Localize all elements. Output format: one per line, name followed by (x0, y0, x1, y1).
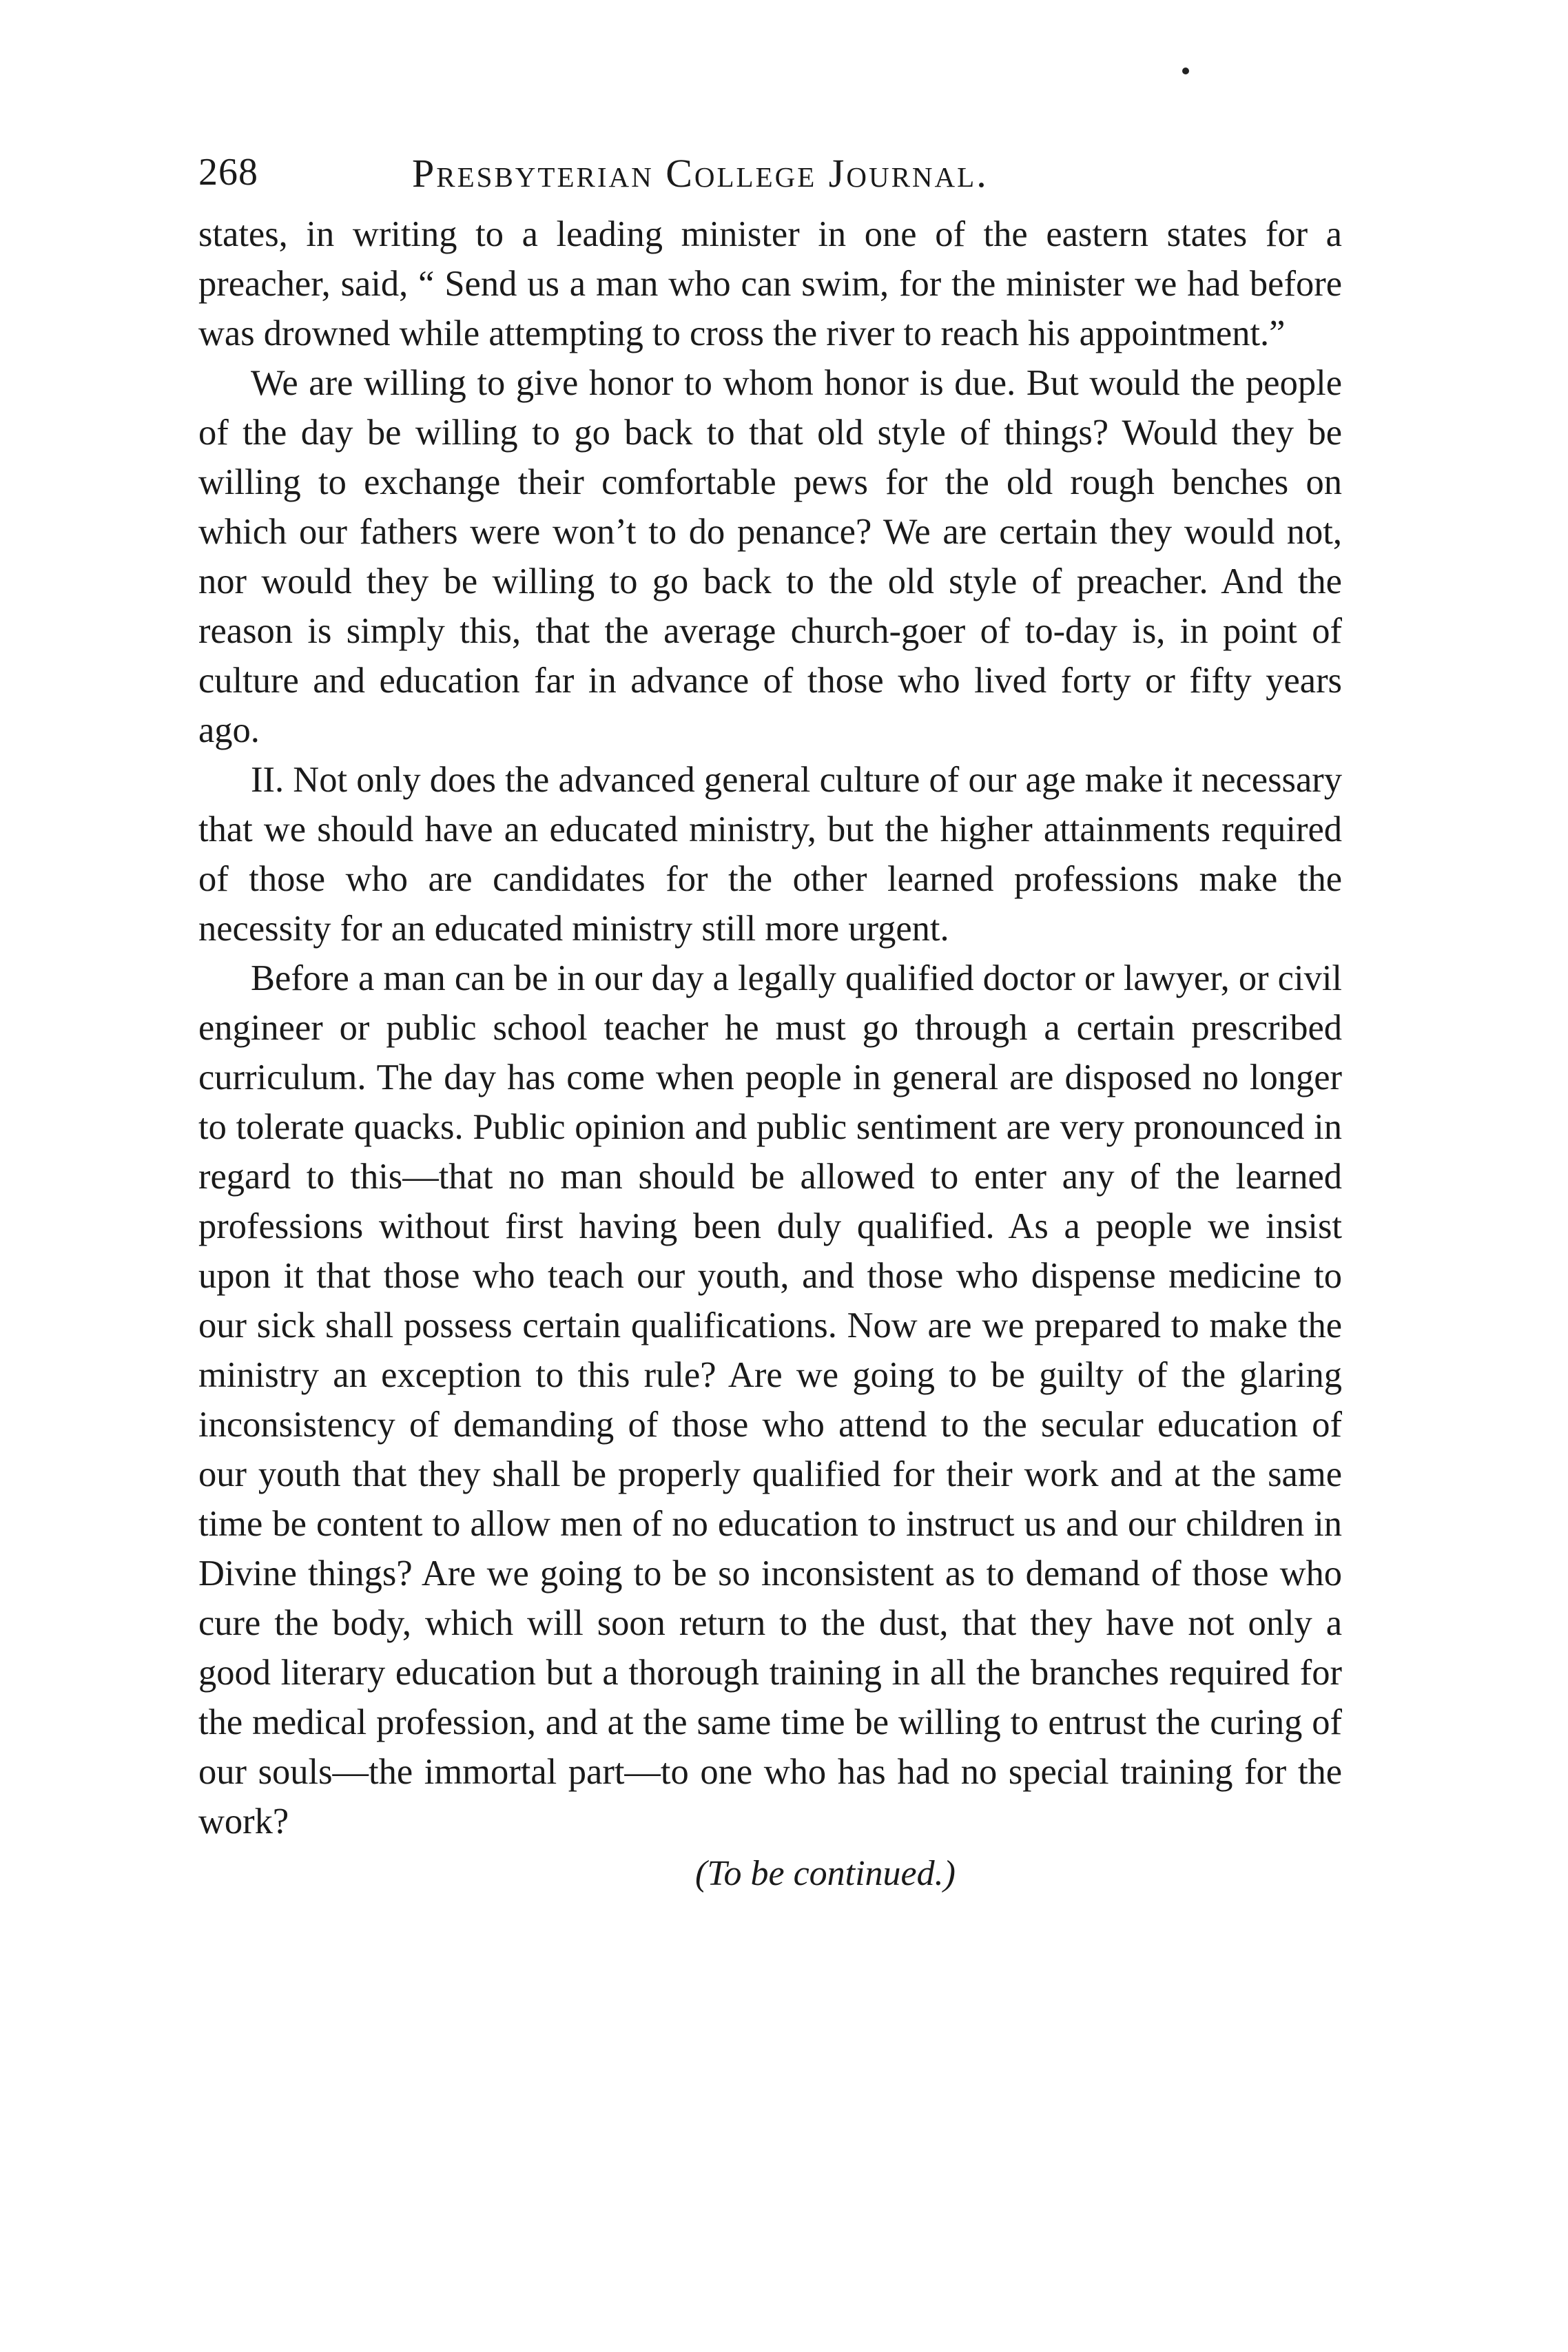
running-header (198, 138, 1342, 207)
paragraph: II. Not only does the advanced general culture of our age make it necessary that we should have an educated ministry, but the higher attainments required of those who are candidates for the other learned professions make the necessity for an educated ministry still more urgent. (198, 760, 1342, 949)
ink-speck (1182, 68, 1189, 74)
paragraph-continuation: states, in writing to a leading minister in one of the eastern states for a preacher, said, “ Send us a man who can swim, for the minister we had before was drowned while attempting to cross the river to reach his appointment.” (198, 214, 1342, 353)
running-title: Presbyterian College Journal. (412, 151, 989, 196)
article-body (198, 209, 1342, 1846)
continued-note: (To be continued.) (695, 1854, 956, 1893)
page (198, 138, 1342, 2273)
page-number: 268 (198, 151, 258, 194)
paragraph: Before a man can be in our day a legally qualified doctor or lawyer, or civil engineer or public school teacher he must go through a certain prescribed curriculum. The day has come when people in general are disposed no longer to tolerate quacks. Public opinion and public sentiment are very pronounced in regard to this—that no man should be allowed to enter any of the learned professions without first having been duly qualified. As a people we insist upon it that those who teach our youth, and those who dispense medicine to our sick shall possess certain qualifications. Now are we prepared to make the ministry an exception to this rule? Are we going to be guilty of the glaring inconsistency of demanding of those who attend to the secular education of our youth that they shall be properly qualified for their work and at the same time be content to allow men of no education to instruct us and our children in Divine things? Are we going to be so inconsistent as to demand of those who cure the body, which will soon return to the dust, that they have not only a good literary education but a thorough training in all the branches required for the medical profession, and at the same time be willing to entrust the curing of our souls—the immortal part—to one who has had no special training for the work? (198, 958, 1342, 1842)
paragraph: We are willing to give honor to whom honor is due. But would the people of the day be willing to go back to that old style of things? Would they be willing to exchange their comfortable pews for the old rough benches on which our fathers were won’t to do penance? We are certain they would not, nor would they be willing to go back to the old style of preacher. And the reason is simply this, that the average church-goer of to-day is, in point of culture and education far in advance of those who lived forty or fifty years ago. (198, 363, 1342, 750)
